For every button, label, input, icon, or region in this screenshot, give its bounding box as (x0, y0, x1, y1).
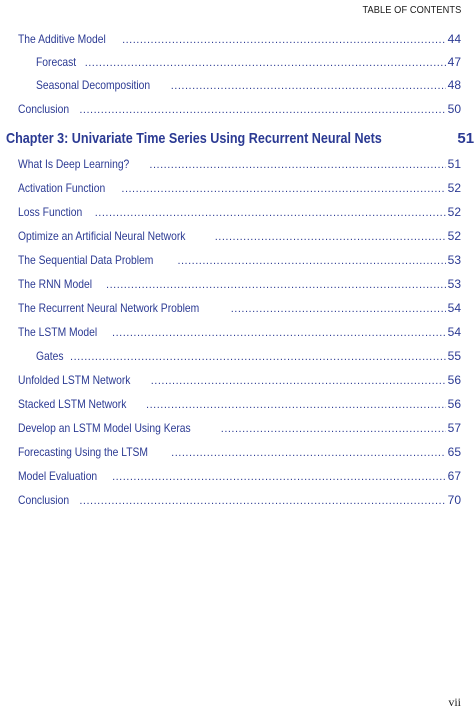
toc-page-number: 50 (447, 102, 461, 116)
toc-entry-label: The Additive Model (18, 32, 106, 46)
toc-entry-label: Conclusion (18, 102, 70, 116)
toc-entry[interactable] (0, 157, 475, 175)
toc-chapter-entry[interactable] (0, 130, 475, 150)
dot-leader (177, 255, 445, 267)
dot-leader (221, 423, 446, 435)
toc-entry[interactable] (0, 469, 475, 487)
toc-entry-label: Conclusion (18, 493, 70, 507)
toc-entry[interactable] (0, 32, 475, 50)
dot-leader (151, 375, 446, 387)
toc-page-number: 54 (447, 301, 461, 315)
toc-page-number: 44 (447, 32, 461, 46)
toc-page-number: 51 (447, 157, 461, 171)
toc-entry-label: Stacked LSTM Network (18, 397, 127, 411)
toc-page-number: 52 (447, 229, 461, 243)
toc-page-number: 70 (447, 493, 461, 507)
dot-leader (112, 327, 446, 339)
toc-entry[interactable] (0, 55, 475, 73)
toc-entry-label: Seasonal Decomposition (36, 78, 151, 92)
toc-entry-label: Forecasting Using the LTSM (18, 445, 149, 459)
toc-entry[interactable] (0, 349, 475, 367)
toc-entry-label: Develop an LSTM Model Using Keras (18, 421, 191, 435)
toc-entry-label: The RNN Model (18, 277, 92, 291)
toc-entry[interactable] (0, 277, 475, 295)
toc-entry[interactable] (0, 397, 475, 415)
toc-entry-label: Gates (36, 349, 64, 363)
toc-chapter-label: Chapter 3: Univariate Time Series Using Recurrent Neural Nets (6, 130, 382, 147)
dot-leader (122, 34, 446, 46)
toc-page-number: 53 (447, 277, 461, 291)
toc-entry[interactable] (0, 181, 475, 199)
toc-entry-label: The Sequential Data Problem (18, 253, 154, 267)
dot-leader (112, 471, 446, 483)
toc-page-number: 55 (447, 349, 461, 363)
toc-entry-label: Model Evaluation (18, 469, 98, 483)
dot-leader (95, 207, 446, 219)
toc-page-number: 47 (447, 55, 461, 69)
toc-entry[interactable] (0, 421, 475, 439)
toc-page-number: 57 (447, 421, 461, 435)
dot-leader (79, 495, 445, 507)
toc-entry-label: The LSTM Model (18, 325, 98, 339)
dot-leader (215, 231, 446, 243)
toc-page-number: 52 (447, 181, 461, 195)
toc-page-number: 65 (447, 445, 461, 459)
dot-leader (231, 303, 446, 315)
dot-leader (70, 351, 446, 363)
toc-entry-label: Activation Function (18, 181, 106, 195)
toc-page-number: 53 (447, 253, 461, 267)
dot-leader (171, 80, 446, 92)
toc-entry[interactable] (0, 205, 475, 223)
toc-entry-label: Optimize an Artificial Neural Network (18, 229, 186, 243)
toc-entry-label: Unfolded LSTM Network (18, 373, 131, 387)
toc-entry[interactable] (0, 325, 475, 343)
dot-leader (149, 159, 445, 171)
toc-entry-label: What Is Deep Learning? (18, 157, 130, 171)
dot-leader (106, 279, 446, 291)
toc-entry[interactable] (0, 445, 475, 463)
toc-page-number: 56 (447, 397, 461, 411)
toc-page-number: 51 (457, 130, 475, 147)
dot-leader (121, 183, 445, 195)
toc-entry[interactable] (0, 78, 475, 96)
dot-leader (171, 447, 445, 459)
toc-entry[interactable] (0, 493, 475, 511)
toc-entry[interactable] (0, 229, 475, 247)
toc-page-number: 48 (447, 78, 461, 92)
toc-entry-label: Forecast (36, 55, 77, 69)
running-header: TABLE OF CONTENTS (362, 4, 461, 16)
page-number: vii (448, 695, 461, 709)
dot-leader (146, 399, 446, 411)
toc-entry[interactable] (0, 301, 475, 319)
toc-entry[interactable] (0, 102, 475, 120)
toc-page-number: 54 (447, 325, 461, 339)
dot-leader (85, 57, 446, 69)
toc-entry[interactable] (0, 373, 475, 391)
toc-page-number: 52 (447, 205, 461, 219)
toc-page-number: 67 (447, 469, 461, 483)
toc-entry-label: Loss Function (18, 205, 83, 219)
toc-page-number: 56 (447, 373, 461, 387)
toc-entry-label: The Recurrent Neural Network Problem (18, 301, 200, 315)
dot-leader (79, 104, 445, 116)
toc-entry[interactable] (0, 253, 475, 271)
